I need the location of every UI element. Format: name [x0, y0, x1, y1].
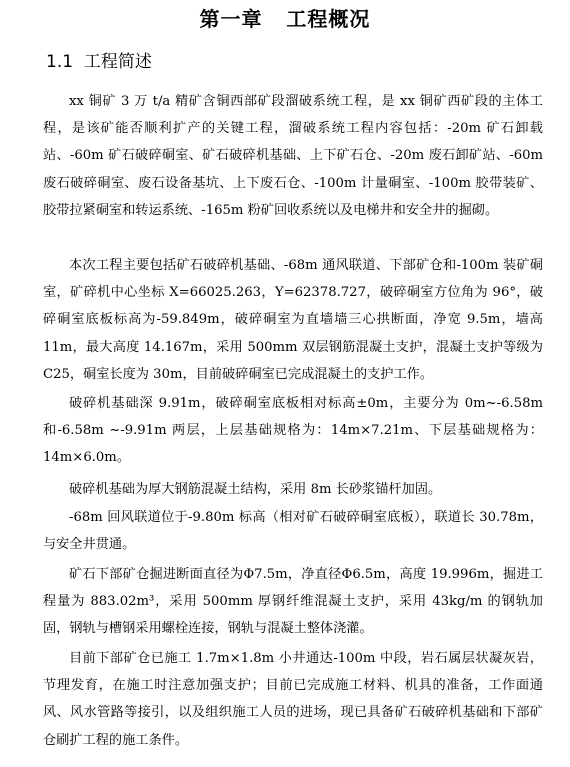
paragraph-current-scope: 本次工程主要包括矿石破碎机基础、-68m 通风联道、下部矿仓和-100m 装矿硐室，矿碎机中心坐标 X=66025.263，Y=62378.727，破碎硐室方位角为 96°，破碎硐室底板标高为-59.849m，破碎硐室为直墙墙三心拱断面，净宽 9.5m，墙高 11m，最大高度 14.167m，采用 500mm 双层钢筋混凝土支护，混凝土支护等级为 C25，硐室长度为 30m，目前破碎硐室已完成混凝土的支护工作。 [43, 258, 543, 382]
paragraph-foundation-structure: 破碎机基础为厚大钢筋混凝土结构，采用 8m 长砂浆锚杆加固。 [69, 482, 442, 497]
paragraph-return-air-drift: -68m 回风联道位于-9.80m 标高（相对矿石破碎硐室底板），联道长 30.78m，与安全井贯通。 [43, 510, 543, 553]
chapter-title: 第一章 工程概况 [199, 7, 371, 31]
paragraph-ore-bin: 矿石下部矿仓掘进断面直径为Φ7.5m，净直径Φ6.5m，高度 19.996m，掘进工程量为 883.02m³，采用 500mm 厚钢纤维混凝土支护，采用 43kg/m 的钢轨加固，钢轨与槽钢采用螺栓连接，钢轨与混凝土整体浇灌。 [43, 567, 543, 637]
paragraph-project-overview: xx 铜矿 3 万 t/a 精矿含铜西部矿段溜破系统工程，是 xx 铜矿西矿段的主体工程，是该矿能否顺利扩产的关键工程，溜破系统工程内容包括：-20m 矿石卸载站、-60m 矿石破碎硐室、矿石破碎机基础、上下矿石仓、-20m 废石卸矿站、-60m 废石破碎硐室、废石设备基坑、上下废石仓、-100m 计量硐室、-100m 胶带装矿、胶带拉紧硐室和转运系统、-165m 粉矿回收系统以及电梯井和安全井的掘砌。 [43, 94, 543, 218]
section-title: 1.1 工程简述 [46, 52, 152, 72]
paragraph-current-progress: 目前下部矿仓已施工 1.7m×1.8m 小井通达-100m 中段，岩石属层状凝灰岩，节理发育，在施工时注意加强支护；目前已完成施工材料、机具的准备，工作面通风、风水管路等接引，以及组织施工人员的进场，现已具备矿石破碎机基础和下部矿仓刷扩工程的施工条件。 [43, 651, 543, 748]
paragraph-crusher-foundation-depth: 破碎机基础深 9.91m，破碎硐室底板相对标高±0m，主要分为 0m~-6.58m 和-6.58m ~-9.91m 两层，上层基础规格为：14m×7.21m、下层基础规格为：14m×6.0m。 [43, 396, 543, 466]
next-heading-cut-off [190, 760, 380, 767]
